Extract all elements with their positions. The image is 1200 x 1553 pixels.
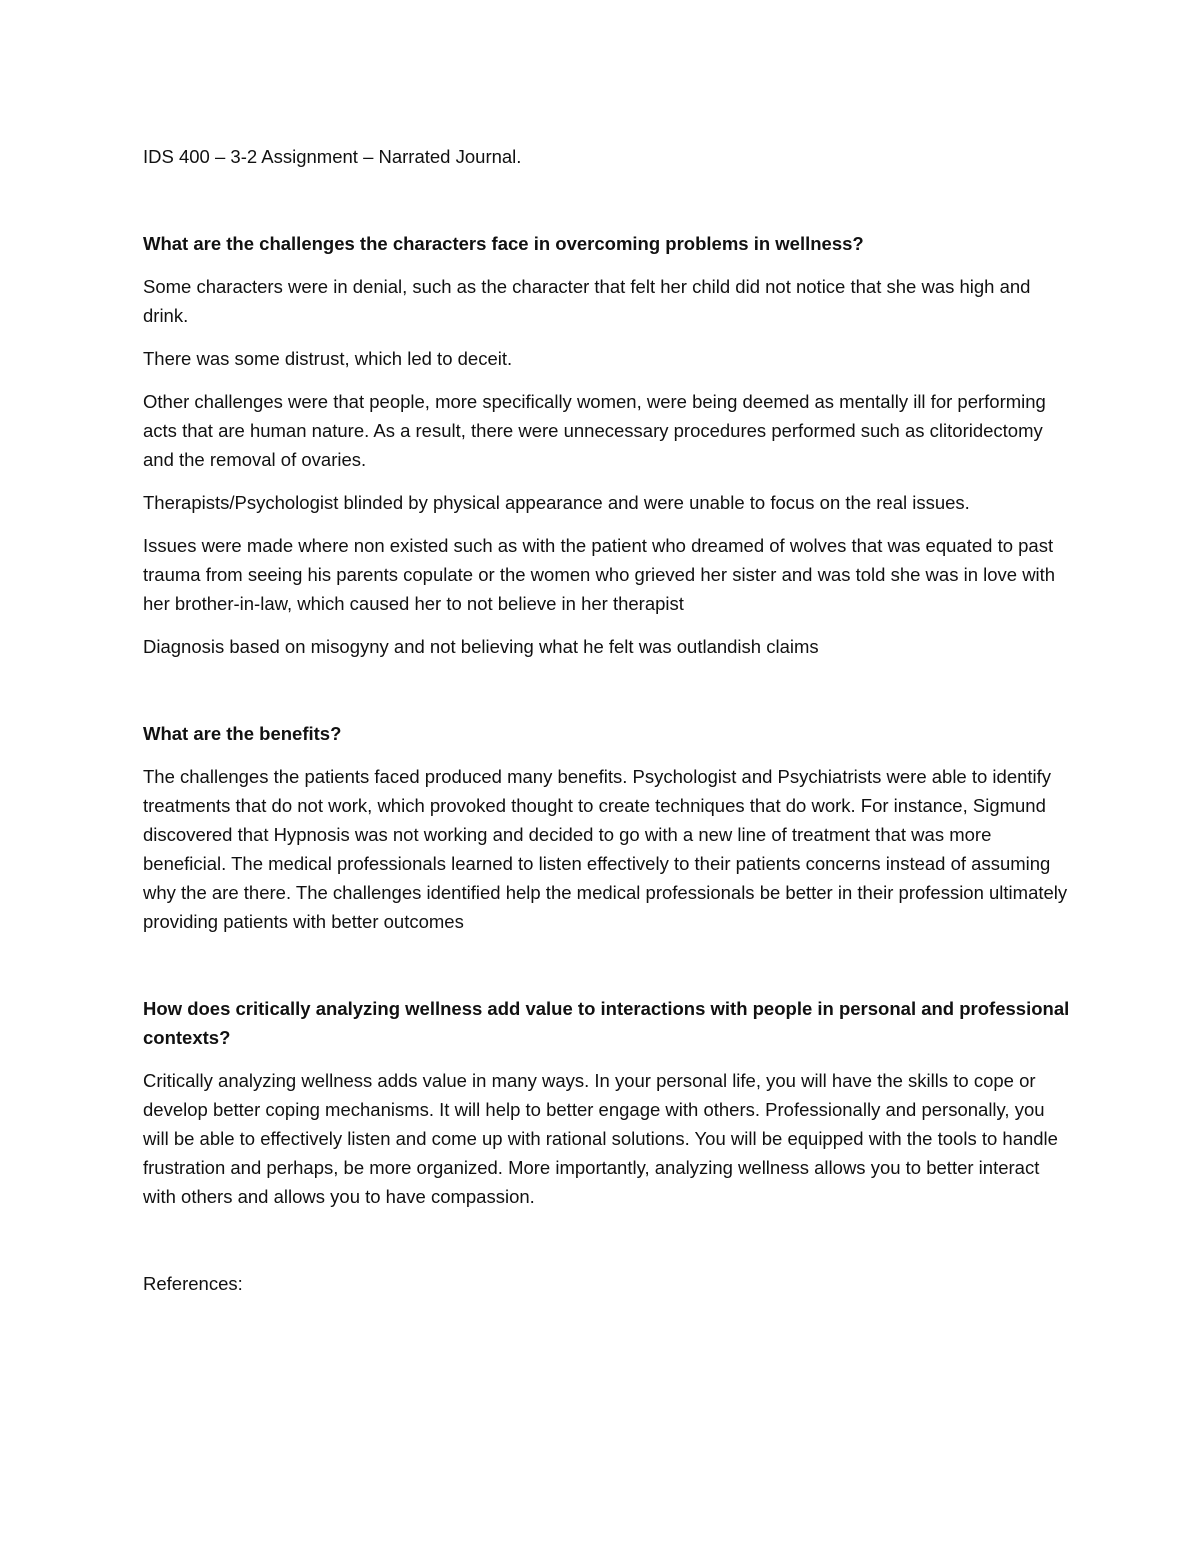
document-title: IDS 400 – 3-2 Assignment – Narrated Journal. xyxy=(143,146,522,167)
question-heading: What are the challenges the characters face in overcoming problems in wellness? xyxy=(143,233,864,254)
paragraph: There was some distrust, which led to deceit. xyxy=(143,348,513,369)
question-heading: How does critically analyzing wellness add value to interactions with people in personal and professional contexts? xyxy=(143,998,1070,1048)
paragraph: Other challenges were that people, more specifically women, were being deemed as mentally ill for performing acts that are human nature. As a result, there were unnecessary procedures performed such as clitoridectomy and the removal of ovaries. xyxy=(143,391,1046,470)
paragraph: Critically analyzing wellness adds value in many ways. In your personal life, you will have the skills to cope or develop better coping mechanisms. It will help to better engage with others. Professionally and personally, you will be able to effectively listen and come up with rational solutions. You will be equipped with the tools to handle frustration and perhaps, be more organized. More importantly, analyzing wellness allows you to better interact with others and allows you to have compassion. xyxy=(143,1070,1058,1207)
paragraph: Some characters were in denial, such as the character that felt her child did not notice that she was high and drink. xyxy=(143,276,1031,326)
paragraph: Therapists/Psychologist blinded by physical appearance and were unable to focus on the real issues. xyxy=(143,492,970,513)
paragraph: Issues were made where non existed such as with the patient who dreamed of wolves that was equated to past trauma from seeing his parents copulate or the women who grieved her sister and was told she was in love with her brother-in-law, which caused her to not believe in her therapist xyxy=(143,535,1056,614)
references-label: References: xyxy=(143,1273,243,1294)
question-heading: What are the benefits? xyxy=(143,723,342,744)
section-value xyxy=(143,994,1073,1211)
section-challenges xyxy=(143,229,1073,661)
paragraph: Diagnosis based on misogyny and not believing what he felt was outlandish claims xyxy=(143,636,819,657)
paragraph: The challenges the patients faced produced many benefits. Psychologist and Psychiatrists were able to identify treatments that do not work, which provoked thought to create techniques that do work. For instance, Sigmund discovered that Hypnosis was not working and decided to go with a new line of treatment that was more beneficial. The medical professionals learned to listen effectively to their patients concerns instead of assuming why the are there. The challenges identified help the medical professionals be better in their profession ultimately providing patients with better outcomes xyxy=(143,766,1068,932)
section-benefits xyxy=(143,719,1073,936)
document-body xyxy=(143,142,1073,1298)
